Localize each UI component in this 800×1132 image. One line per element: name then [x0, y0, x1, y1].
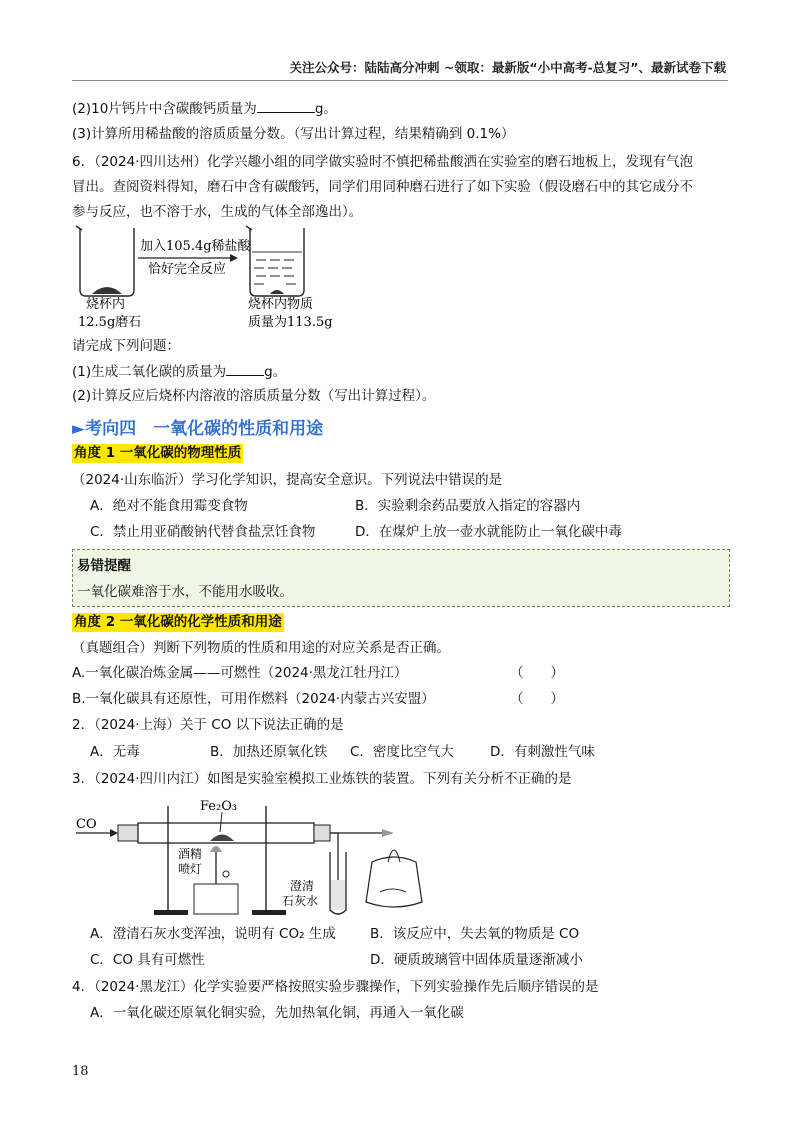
right-beaker	[250, 228, 304, 296]
angle2-stem: （真题组合）判断下列物质的性质和用途的对应关系是否正确。	[72, 640, 450, 656]
q6-part1-text: (1)生成二氧化碳的质量为	[72, 364, 227, 380]
q6-line2: 冒出。查阅资料得知，磨石中含有碳酸钙，同学们用同种磨石进行了如下实验（假设磨石中的其它成分不	[72, 179, 693, 195]
co-arrow-head	[110, 829, 118, 837]
lamp-wick	[380, 889, 406, 892]
residue	[270, 290, 284, 294]
q3-option-c[interactable]: C．CO 具有可燃性	[90, 952, 205, 968]
limewater-label-1: 澄清	[290, 879, 315, 893]
left-beaker-label-1: 烧杯内	[86, 297, 126, 312]
arrow-head	[230, 254, 238, 262]
burner-label-1: 酒精	[178, 847, 203, 861]
q6-line3: 参与反应，也不溶于水，生成的气体全部逸出）。	[72, 204, 363, 220]
q5-part2	[72, 98, 337, 118]
page-number: 18	[72, 1064, 89, 1079]
arrow-top-label: 加入105.4g稀盐酸	[140, 239, 251, 254]
tip-title: 易错提醒	[77, 558, 131, 574]
left-beaker	[80, 228, 134, 296]
burner-valve	[223, 871, 229, 877]
q2-option-c[interactable]: C．密度比空气大	[350, 744, 454, 760]
right-beaker-lip	[246, 226, 252, 230]
burner-flame	[210, 846, 222, 852]
q2-option-a[interactable]: A．无毒	[90, 744, 140, 760]
right-beaker-label-1: 烧杯内物质	[248, 297, 314, 312]
tail-gas-flame	[382, 829, 394, 837]
stone-pile	[92, 287, 122, 294]
right-stopper	[314, 825, 330, 841]
error-tip-box	[72, 549, 730, 607]
q6-experiment-figure	[72, 222, 372, 330]
solution-lines	[252, 252, 302, 284]
q2-option-d[interactable]: D．有刺激性气味	[490, 744, 595, 760]
header-divider	[72, 80, 728, 81]
q3-option-a[interactable]: A．澄清石灰水变浑浊，说明有 CO₂ 生成	[90, 926, 336, 942]
angle2-label: 角度 2 一氧化碳的化学性质和用途	[74, 614, 282, 630]
co-label: CO	[76, 817, 97, 832]
q3-stem: 3．（2024·四川内江）如图是实验室模拟工业炼铁的装置。下列有关分析不正确的是	[72, 771, 572, 787]
section-title: 考向四 一氧化碳的性质和用途	[85, 419, 324, 439]
angle2-item-a: A.一氧化碳冶炼金属——可燃性（2024·黑龙江牡丹江）	[72, 665, 408, 681]
angle1-option-a[interactable]: A．绝对不能食用霉变食物	[90, 498, 248, 514]
q2-option-b[interactable]: B．加热还原氧化铁	[210, 744, 328, 760]
q3-iron-smelting-apparatus	[72, 792, 492, 922]
left-stand-base	[154, 910, 188, 915]
q6-prompt: 请完成下列问题：	[72, 338, 180, 354]
page-header: 关注公众号：陆陆高分冲刺 ~领取：最新版“小中高考-总复习”、最新试卷下载	[289, 60, 726, 75]
section-heading	[72, 414, 323, 439]
angle1-option-b[interactable]: B．实验剩余药品要放入指定的容器内	[355, 498, 581, 514]
angle2-item-b-paren[interactable]: （ ）	[510, 691, 564, 707]
q6-part2: (2)计算反应后烧杯内溶液的溶质质量分数（写出计算过程）。	[72, 388, 436, 404]
angle2-item-a-paren[interactable]: （ ）	[510, 665, 564, 681]
lamp-flame	[388, 850, 400, 862]
right-stand-base	[252, 910, 286, 915]
q6-part1-unit: g。	[264, 364, 287, 380]
left-stopper	[118, 825, 138, 841]
burner-label-2: 喷灯	[178, 862, 203, 876]
q5-part2-unit: g。	[314, 101, 337, 117]
section-marker: ►	[72, 419, 86, 439]
left-beaker-lip	[76, 226, 82, 230]
limewater	[331, 880, 345, 910]
q4-option-a[interactable]: A．一氧化碳还原氧化铜实验，先加热氧化铜，再通入一氧化碳	[90, 1005, 464, 1021]
q2-stem: 2．（2024·上海）关于 CO 以下说法正确的是	[72, 717, 344, 733]
q6-answer-blank[interactable]	[226, 361, 264, 376]
q5-answer-blank[interactable]	[257, 98, 315, 113]
q3-option-b[interactable]: B．该反应中，失去氧的物质是 CO	[370, 926, 580, 942]
limewater-label-2: 石灰水	[282, 894, 319, 908]
q5-part2-text: (2)10片钙片中含碳酸钙质量为	[72, 101, 257, 117]
q4-stem: 4．（2024·黑龙江）化学实验要严格按照实验步骤操作，下列实验操作先后顺序错误的是	[72, 979, 599, 995]
q6-part1	[72, 361, 286, 381]
angle2-item-b: B.一氧化碳具有还原性，可用作燃料（2024·内蒙古兴安盟）	[72, 691, 435, 707]
angle1-option-d[interactable]: D．在煤炉上放一壶水就能防止一氧化碳中毒	[355, 524, 622, 540]
left-beaker-label-2: 12.5g磨石	[78, 315, 142, 330]
alcohol-lamp	[366, 857, 422, 907]
fe2o3-label: Fe₂O₃	[200, 799, 238, 814]
tip-text: 一氧化碳难溶于水，不能用水吸收。	[77, 584, 293, 600]
alcohol-blast-burner	[194, 884, 238, 914]
arrow-bottom-label: 恰好完全反应	[148, 262, 227, 277]
angle1-stem: （2024·山东临沂）学习化学知识，提高安全意识。下列说法中错误的是	[72, 472, 503, 488]
q5-part3: (3)计算所用稀盐酸的溶质质量分数。（写出计算过程，结果精确到 0.1%）	[72, 126, 515, 142]
right-beaker-label-2: 质量为113.5g	[248, 315, 333, 330]
angle1-option-c[interactable]: C．禁止用亚硝酸钠代替食盐烹饪食物	[90, 524, 316, 540]
angle1-label: 角度 1 一氧化碳的物理性质	[74, 445, 242, 461]
q6-line1: 6．（2024·四川达州）化学兴趣小组的同学做实验时不慎把稀盐酸洒在实验室的磨石地板上，发现有气泡	[72, 154, 693, 170]
q3-option-d[interactable]: D．硬质玻璃管中固体质量逐渐减小	[370, 952, 583, 968]
